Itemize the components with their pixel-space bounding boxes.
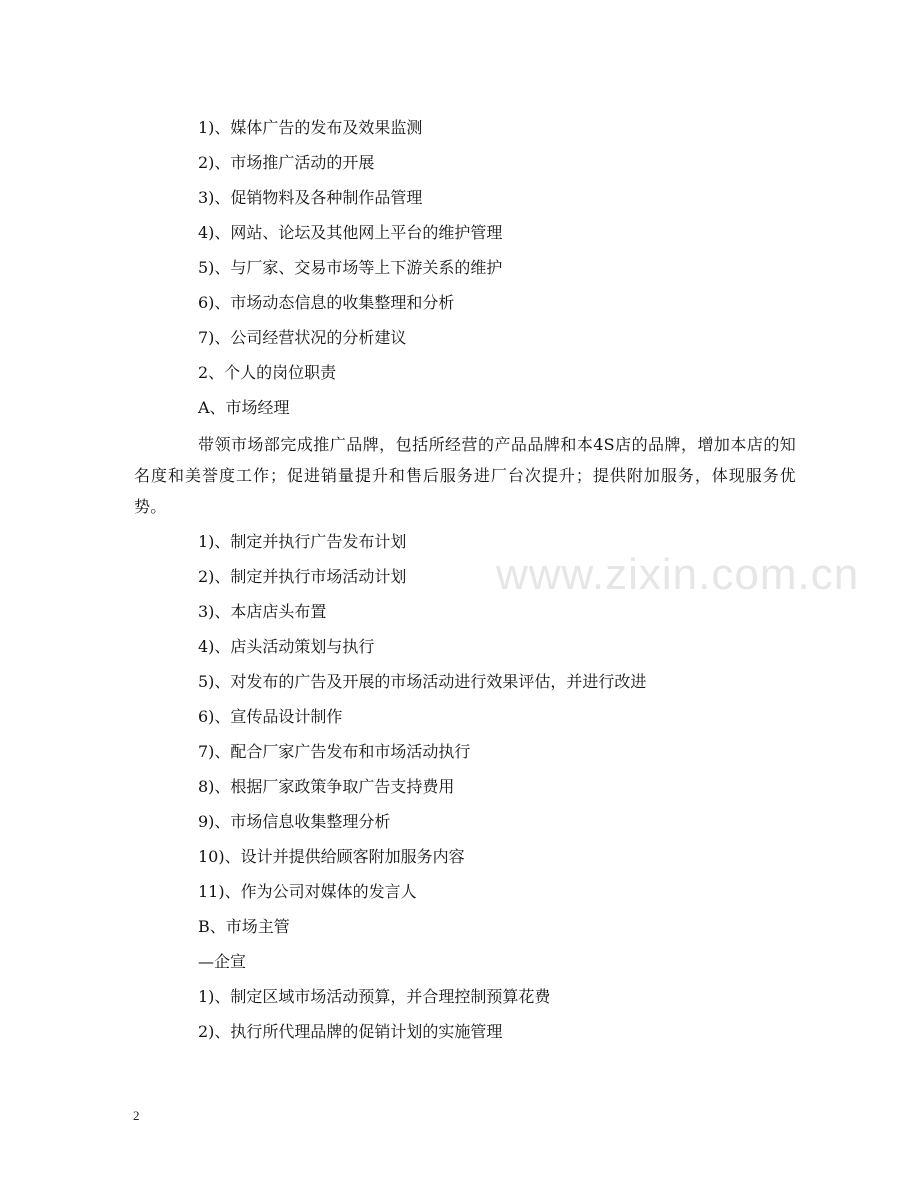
paragraph-market-manager: 带领市场部完成推广品牌，包括所经营的产品品牌和本4S店的品牌，增加本店的知名度和美誉度工作；促进销量提升和售后服务进厂台次提升；提供附加服务，体现服务优势。 [134,435,796,516]
text-line: 10)、设计并提供给顾客附加服务内容 [198,847,465,866]
text-line: 2)、制定并执行市场活动计划 [198,567,407,586]
text-line: 6)、市场动态信息的收集整理和分析 [198,293,455,312]
text-line: 8)、根据厂家政策争取广告支持费用 [198,777,455,796]
bottom-list [134,524,796,1049]
text-line: 5)、与厂家、交易市场等上下游关系的维护 [198,258,503,277]
text-line: 1)、媒体广告的发布及效果监测 [198,118,423,137]
top-list [134,110,796,425]
document-body [134,110,796,1049]
text-line: A、市场经理 [198,398,290,417]
text-line: 2、个人的岗位职责 [198,363,337,382]
watermark: www.zixin.com.cn [496,550,860,599]
text-line: 7)、配合厂家广告发布和市场活动执行 [198,742,471,761]
text-line: 11)、作为公司对媒体的发言人 [198,882,417,901]
page-number: 2 [133,1108,140,1123]
text-line: 3)、促销物料及各种制作品管理 [198,188,423,207]
text-line: —企宣 [198,952,247,971]
text-line: 1)、制定区域市场活动预算，并合理控制预算花费 [198,987,551,1006]
text-line: 2)、市场推广活动的开展 [198,153,375,172]
text-line: 9)、市场信息收集整理分析 [198,812,391,831]
text-line: 4)、网站、论坛及其他网上平台的维护管理 [198,223,503,242]
text-line: 6)、宣传品设计制作 [198,707,343,726]
text-line: 4)、店头活动策划与执行 [198,637,375,656]
text-line: 7)、公司经营状况的分析建议 [198,328,407,347]
text-line: 2)、执行所代理品牌的促销计划的实施管理 [198,1022,503,1041]
text-line: 1)、制定并执行广告发布计划 [198,532,407,551]
text-line: 3)、本店店头布置 [198,602,327,621]
text-line: 5)、对发布的广告及开展的市场活动进行效果评估，并进行改进 [198,672,647,691]
text-line: B、市场主管 [198,917,290,936]
